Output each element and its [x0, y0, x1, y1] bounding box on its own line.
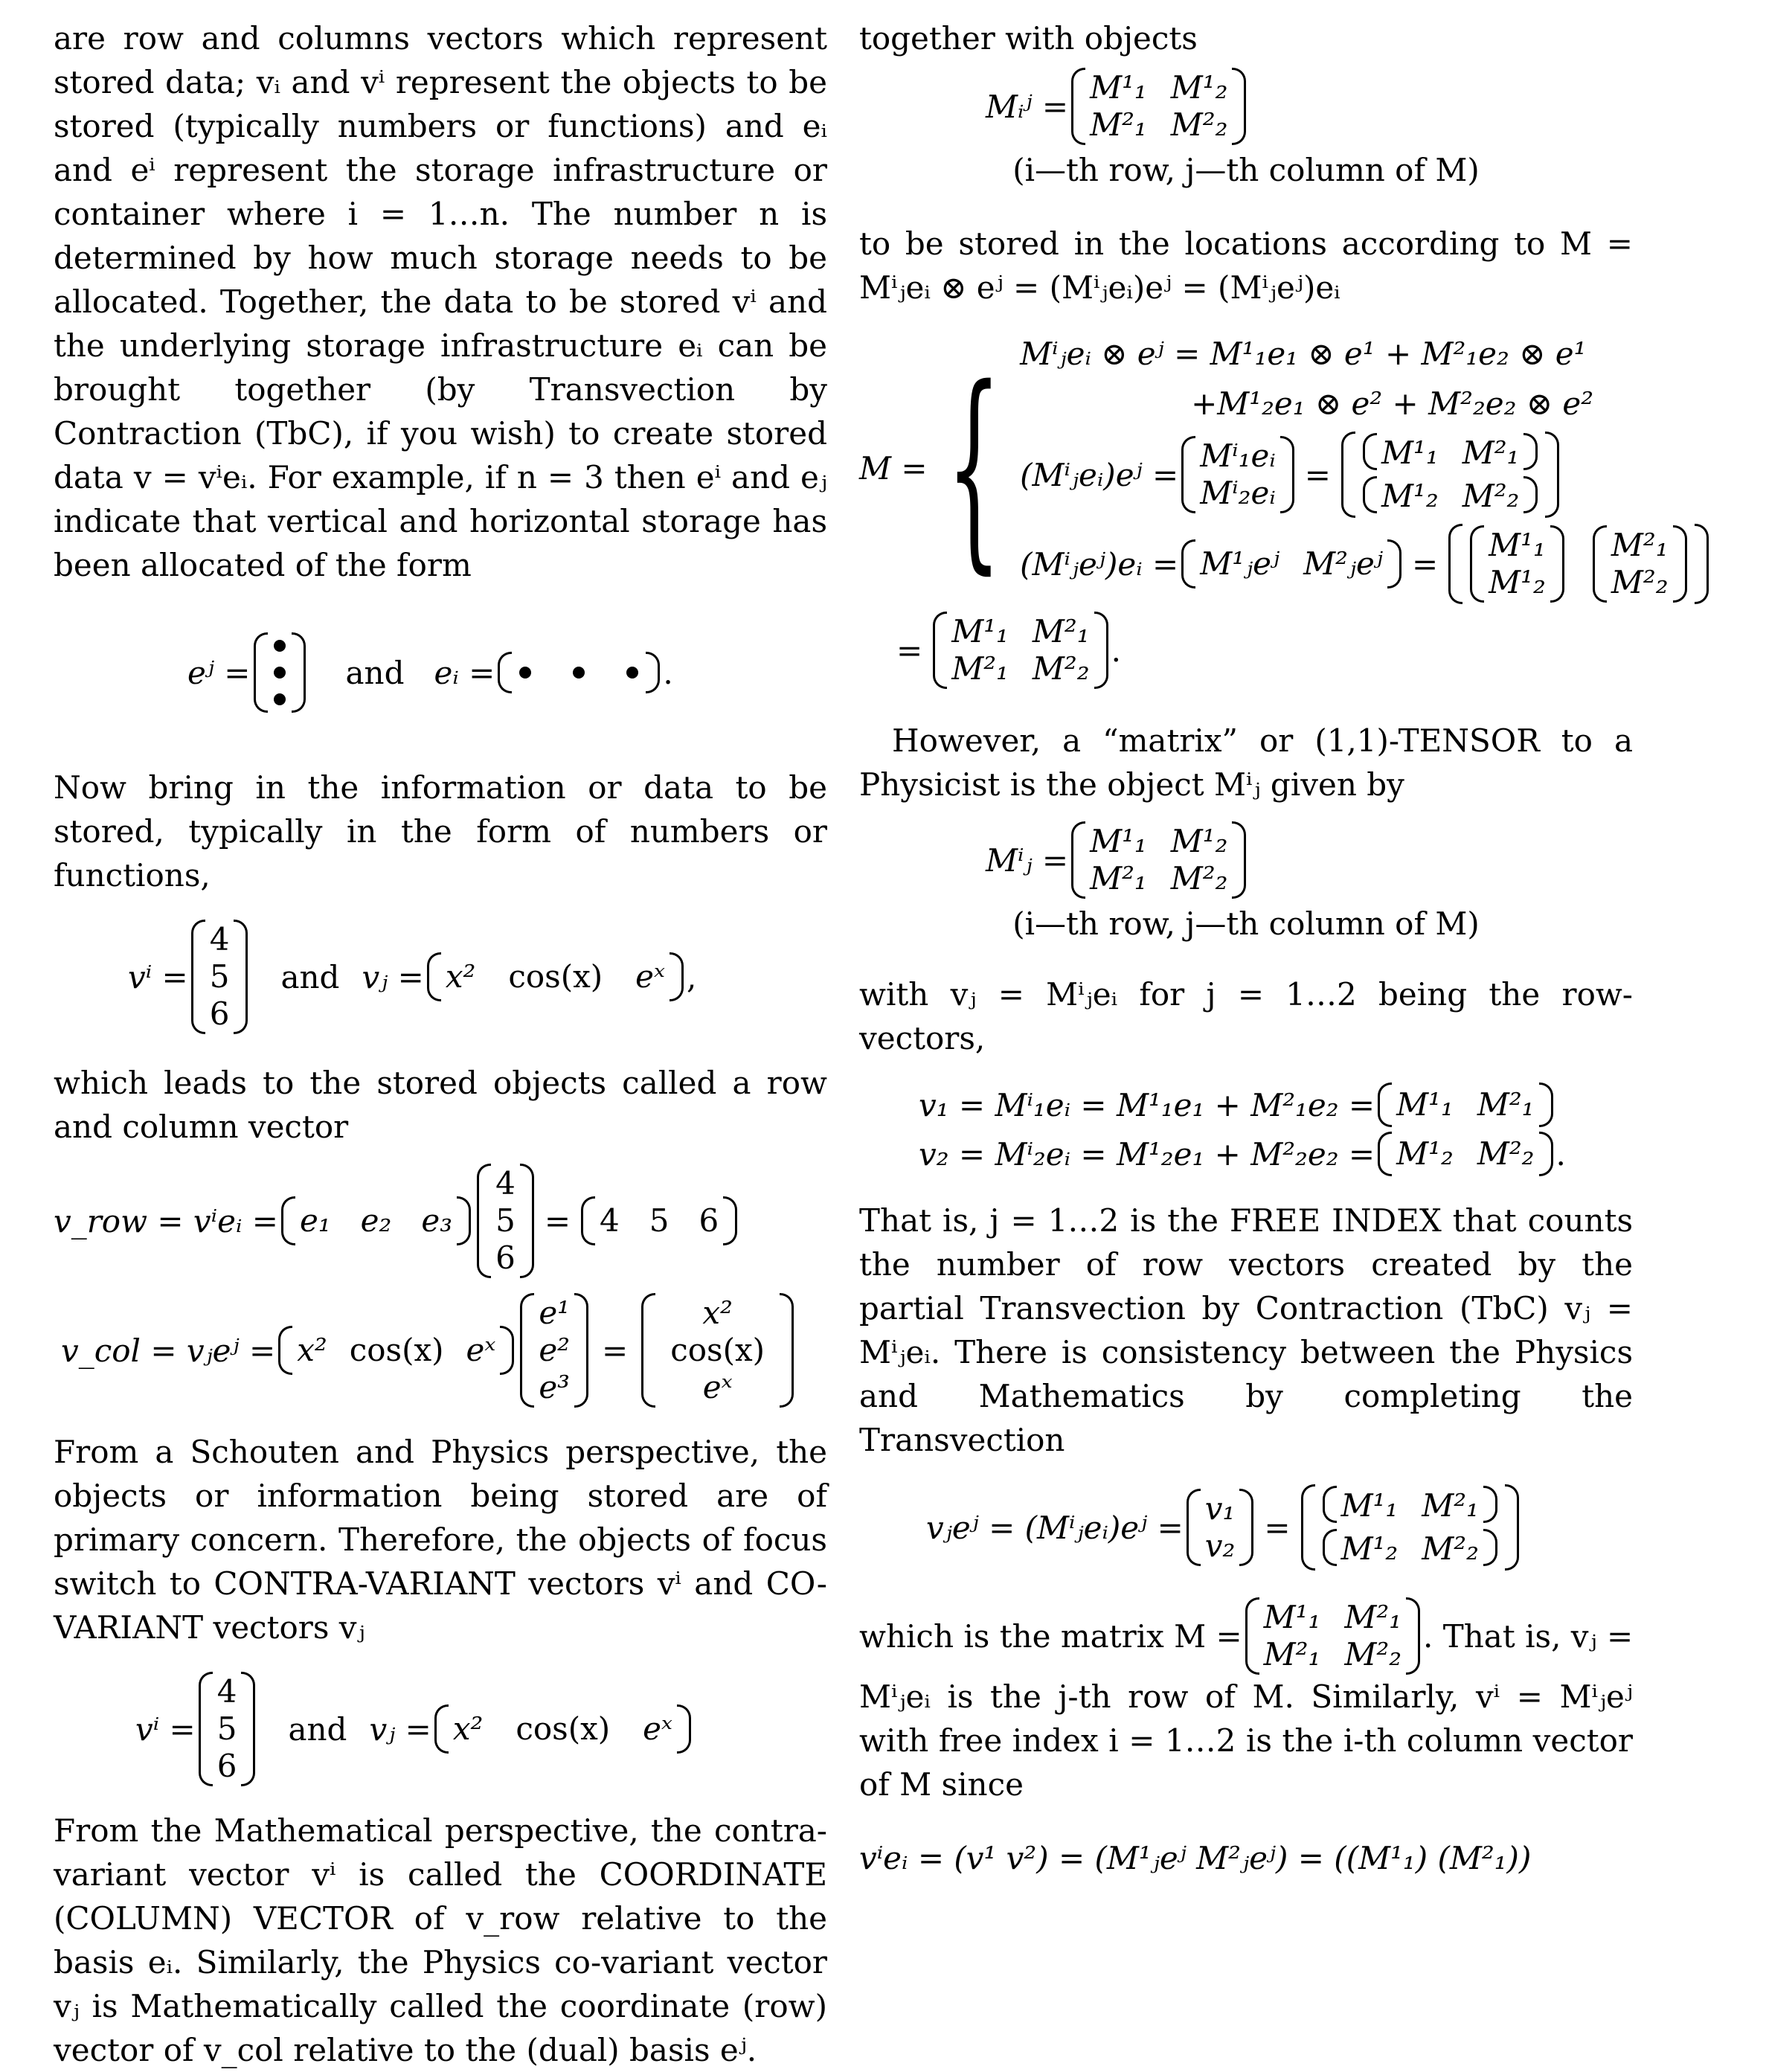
equation-column-vectors: vⁱeᵢ = (v¹ v²) = (M¹ⱼeʲ M²ⱼeʲ) = ((M¹₁) (M²₁)) [859, 1840, 1532, 1876]
entry: 6 [216, 1748, 237, 1784]
entry: 6 [699, 1202, 719, 1239]
entry: M²₂ [1611, 564, 1669, 600]
eqB-final-eq: = [896, 632, 923, 669]
right-paragraph-5: That is, j = 1…2 is the FREE INDEX that counts the number of row vectors created by the partial Transvection by Contraction (TbC) vⱼ = Mⁱⱼeᵢ. There is consistency between the Physics and Mathematics by completing the Transvection [859, 1202, 1633, 1458]
entry: M²₂ [1344, 1636, 1402, 1672]
left-column [54, 16, 827, 2072]
entry: eˣ [702, 1369, 733, 1405]
row-vector [1181, 539, 1401, 588]
entry: M¹₁ [951, 613, 1009, 649]
matrix [1245, 1597, 1420, 1675]
left-paragraph-2: Now bring in the information or data to be stored, typically in the form of numbers or functions, [54, 769, 827, 894]
right-paragraph-2: to be stored in the locations according to M = Mⁱⱼeᵢ ⊗ eʲ = (Mⁱⱼeᵢ)eʲ = (Mⁱⱼeʲ)eᵢ [859, 225, 1633, 306]
eq3-eq: = [544, 1202, 571, 1239]
eq2-left: vⁱ = [128, 958, 188, 995]
entry: e₃ [421, 1202, 453, 1239]
basis-row [281, 1196, 471, 1245]
eqC-left: Mⁱⱼ = [986, 841, 1069, 879]
nested-matrix [1341, 432, 1559, 518]
matrix [1071, 68, 1246, 145]
column-vector [477, 1164, 534, 1278]
column-vector [1181, 436, 1294, 513]
entry: M¹₂ [1170, 69, 1228, 106]
entry: M¹₁ [1489, 527, 1546, 563]
entry: M²₁ [1344, 1599, 1402, 1635]
entry: M¹₂ [1340, 1530, 1399, 1567]
matrix-sentence [859, 1597, 1633, 1675]
eqE-eq: = [1264, 1509, 1291, 1546]
eqB-line3-eq: = [1304, 456, 1331, 493]
eq5-and: and [288, 1710, 347, 1748]
equation-contra-co-variant [135, 1672, 827, 1786]
entry: M¹₁ [1090, 69, 1147, 106]
entry: 4 [209, 921, 230, 958]
eq5-left: vⁱ = [135, 1710, 196, 1748]
entry: 4 [495, 1165, 516, 1202]
eqB-final-end: . [1111, 632, 1121, 669]
eq1-and: and [345, 654, 405, 691]
entry: eˣ [466, 1332, 496, 1368]
entry: cos(x) [516, 1710, 611, 1747]
equation-data-vectors [128, 920, 827, 1034]
entry: M¹₁ [1396, 1086, 1454, 1123]
dot-icon [274, 667, 286, 679]
entry: M¹₁ [1381, 434, 1439, 471]
eq3-left: v_row = vⁱeᵢ = [54, 1202, 278, 1239]
row-vector [1378, 1132, 1553, 1176]
eqB-line2: +M¹₂e₁ ⊗ e² + M²₂e₂ ⊗ e² [1191, 385, 1594, 422]
row-vector [427, 952, 684, 1001]
entry: e² [539, 1332, 571, 1368]
entry: Mⁱ₁eᵢ [1200, 437, 1276, 474]
entry: M¹₂ [1170, 823, 1228, 859]
entry: cos(x) [508, 958, 603, 995]
equation-matrix-a [986, 68, 1633, 145]
entry: 4 [600, 1202, 620, 1239]
entry: 5 [495, 1202, 516, 1239]
entry: M¹₁ [1090, 823, 1147, 859]
eqD-line1: v₁ = Mⁱ₁eᵢ = M¹₁e₁ + M²₁e₂ = [919, 1086, 1375, 1123]
entry: e₁ [299, 1202, 331, 1239]
entry: 5 [649, 1202, 670, 1239]
result-row [581, 1196, 737, 1245]
right-paragraph-4: with vⱼ = Mⁱⱼeᵢ for j = 1…2 being the row-vectors, [859, 976, 1633, 1056]
matrix [933, 612, 1108, 689]
entry: M²₁ [1090, 860, 1147, 897]
dot-icon [274, 640, 286, 652]
entry: M²₁ [1032, 613, 1090, 649]
entry: x² [297, 1332, 327, 1368]
column-of-dots [254, 632, 306, 713]
entry: eˣ [635, 958, 665, 995]
entry: e₂ [360, 1202, 392, 1239]
entry: M²₂ [1462, 478, 1520, 514]
eqD-end: . [1555, 1135, 1566, 1173]
equation-matrix-forms [859, 332, 1669, 604]
entry: x² [702, 1295, 733, 1331]
entry: M²₂ [1477, 1135, 1535, 1172]
equation-row-vectors [919, 1082, 1633, 1176]
entry: M²₁ [1611, 527, 1669, 563]
row-vector [434, 1704, 691, 1754]
entry: v₁ [1204, 1490, 1236, 1527]
right-paragraph-6b: . That is, vⱼ = [1423, 1617, 1634, 1655]
entry: 5 [209, 958, 230, 995]
entry: M¹₂ [1489, 564, 1546, 600]
eq4-left: v_col = vⱼeʲ = [61, 1332, 276, 1369]
left-paragraph-4: From a Schouten and Physics perspective, the objects or information being stored are of primary concern. Therefore, the objects of focus switch to CONTRA-VARIANT vectors vⁱ and CO-VARIANT vectors vⱼ [54, 1434, 827, 1646]
left-paragraph-3: which leads to the stored objects called a row and column vector [54, 1065, 827, 1145]
left-paragraph-5: From the Mathematical perspective, the contra-variant vector vⁱ is called the COORDINATE (COLUMN) VECTOR of v_row relative to the basis eᵢ. Similarly, the Physics co-variant vector vⱼ is Mathematically called the coordinate (row) vector of v_col relative to the (dual) basis eʲ. [54, 1812, 827, 2068]
equation-column-vector [61, 1293, 827, 1408]
eq2-end: , [686, 958, 697, 995]
entry: M²₁ [1477, 1086, 1535, 1123]
right-column [859, 16, 1669, 1880]
right-paragraph-7: Mⁱⱼeᵢ is the j-th row of M. Similarly, vⁱ = Mⁱⱼeʲ with free index i = 1…2 is the i-th column vector of M since [859, 1678, 1633, 1803]
right-paragraph-3: However, a “matrix” or (1,1)-TENSOR to a Physicist is the object Mⁱⱼ given by [859, 722, 1633, 803]
column-vector [191, 920, 248, 1034]
nested-matrix [1301, 1484, 1519, 1571]
left-brace-icon: { [945, 342, 1001, 593]
dot-icon [519, 667, 531, 679]
column-vector [1187, 1489, 1254, 1566]
eqB-line4-eq: = [1411, 545, 1439, 583]
equation-matrix-final [859, 612, 1633, 689]
entry: M¹₂ [1396, 1135, 1454, 1172]
eqB-line3-left: (Mⁱⱼeᵢ)eʲ = [1020, 456, 1179, 493]
eq2-right: vⱼ = [362, 958, 424, 995]
eq1-end: . [663, 654, 673, 691]
equation-basis-vectors [187, 617, 827, 728]
result-column [641, 1293, 794, 1408]
entry: M¹₁ [1263, 1599, 1321, 1635]
eqD-line2: v₂ = Mⁱ₂eᵢ = M¹₂e₁ + M²₂e₂ = [919, 1135, 1375, 1173]
entry: M¹₁ [1340, 1487, 1399, 1524]
eqB-line1: Mⁱⱼeᵢ ⊗ eʲ = M¹₁e₁ ⊗ e¹ + M²₁e₂ ⊗ e¹ [1020, 336, 1587, 372]
eqA-left: Mᵢʲ = [986, 88, 1069, 125]
entry: M²ⱼeʲ [1303, 545, 1383, 582]
matrix-caption-c: (i—th row, j—th column of M) [1012, 905, 1480, 942]
row-vector [1378, 1082, 1553, 1127]
eqB-M: M = [859, 449, 928, 487]
entry: 5 [216, 1710, 237, 1747]
equation-transvection [926, 1484, 1633, 1571]
entry: cos(x) [349, 1332, 444, 1368]
entry: e¹ [539, 1295, 571, 1331]
eqE-left: vⱼeʲ = (Mⁱⱼeᵢ)eʲ = [926, 1509, 1184, 1546]
right-paragraph-1: together with objects [859, 20, 1198, 57]
entry: M²₂ [1170, 860, 1228, 897]
nested-matrix [1448, 524, 1708, 604]
entry: M²₁ [951, 650, 1009, 687]
entry: eˣ [643, 1710, 672, 1747]
dot-icon [274, 693, 286, 705]
matrix [1071, 821, 1246, 899]
entry: v₂ [1204, 1527, 1236, 1564]
entry: e³ [539, 1369, 571, 1405]
eqB-line4-left: (Mⁱⱼeʲ)eᵢ = [1020, 545, 1179, 583]
entry: M²₁ [1090, 106, 1147, 143]
row-of-dots [498, 652, 660, 693]
data-row [278, 1326, 514, 1375]
equation-row-vector [54, 1164, 827, 1278]
entry: M²₂ [1032, 650, 1090, 687]
entry: M²₁ [1462, 434, 1520, 471]
entry: 4 [216, 1673, 237, 1710]
entry: M²₂ [1422, 1530, 1479, 1567]
eq1-left: eʲ = [187, 654, 251, 691]
entry: 6 [495, 1239, 516, 1276]
dot-icon [626, 667, 638, 679]
entry: cos(x) [670, 1332, 765, 1368]
eq1-right: eᵢ = [434, 654, 495, 691]
entry: x² [452, 1710, 484, 1747]
eq2-and: and [280, 958, 340, 995]
entry: 6 [209, 995, 230, 1032]
entry: x² [445, 958, 476, 995]
left-paragraph-1: are row and columns vectors which represent stored data; vᵢ and vⁱ represent the objects to be stored (typically numbers or functions) and eᵢ and eⁱ represent the storage infrastructure or container where i = 1…n. The number n is determined by how much storage needs to be allocated. Together, the data to be stored vⁱ and the underlying storage infrastructure eᵢ can be brought together (by Transvection by Contraction (TbC), if you wish) to create stored data v = vⁱeᵢ. For example, if n = 3 then eⁱ and eⱼ indicate that vertical and horizontal storage has been allocated of the form [54, 20, 827, 583]
matrix-caption-a: (i—th row, j—th column of M) [1012, 152, 1480, 188]
entry: M²₁ [1263, 1636, 1321, 1672]
dot-icon [573, 667, 585, 679]
entry: M¹ⱼeʲ [1200, 545, 1280, 582]
eq5-right: vⱼ = [369, 1710, 431, 1748]
column-vector [199, 1672, 256, 1786]
equation-matrix-c [986, 821, 1633, 899]
entry: Mⁱ₂eᵢ [1200, 475, 1276, 511]
basis-column [520, 1293, 588, 1408]
entry: M¹₂ [1381, 478, 1439, 514]
right-paragraph-6a: which is the matrix M = [859, 1617, 1242, 1655]
entry: M²₁ [1422, 1487, 1479, 1524]
eq4-eq: = [602, 1332, 629, 1369]
entry: M²₂ [1170, 106, 1228, 143]
